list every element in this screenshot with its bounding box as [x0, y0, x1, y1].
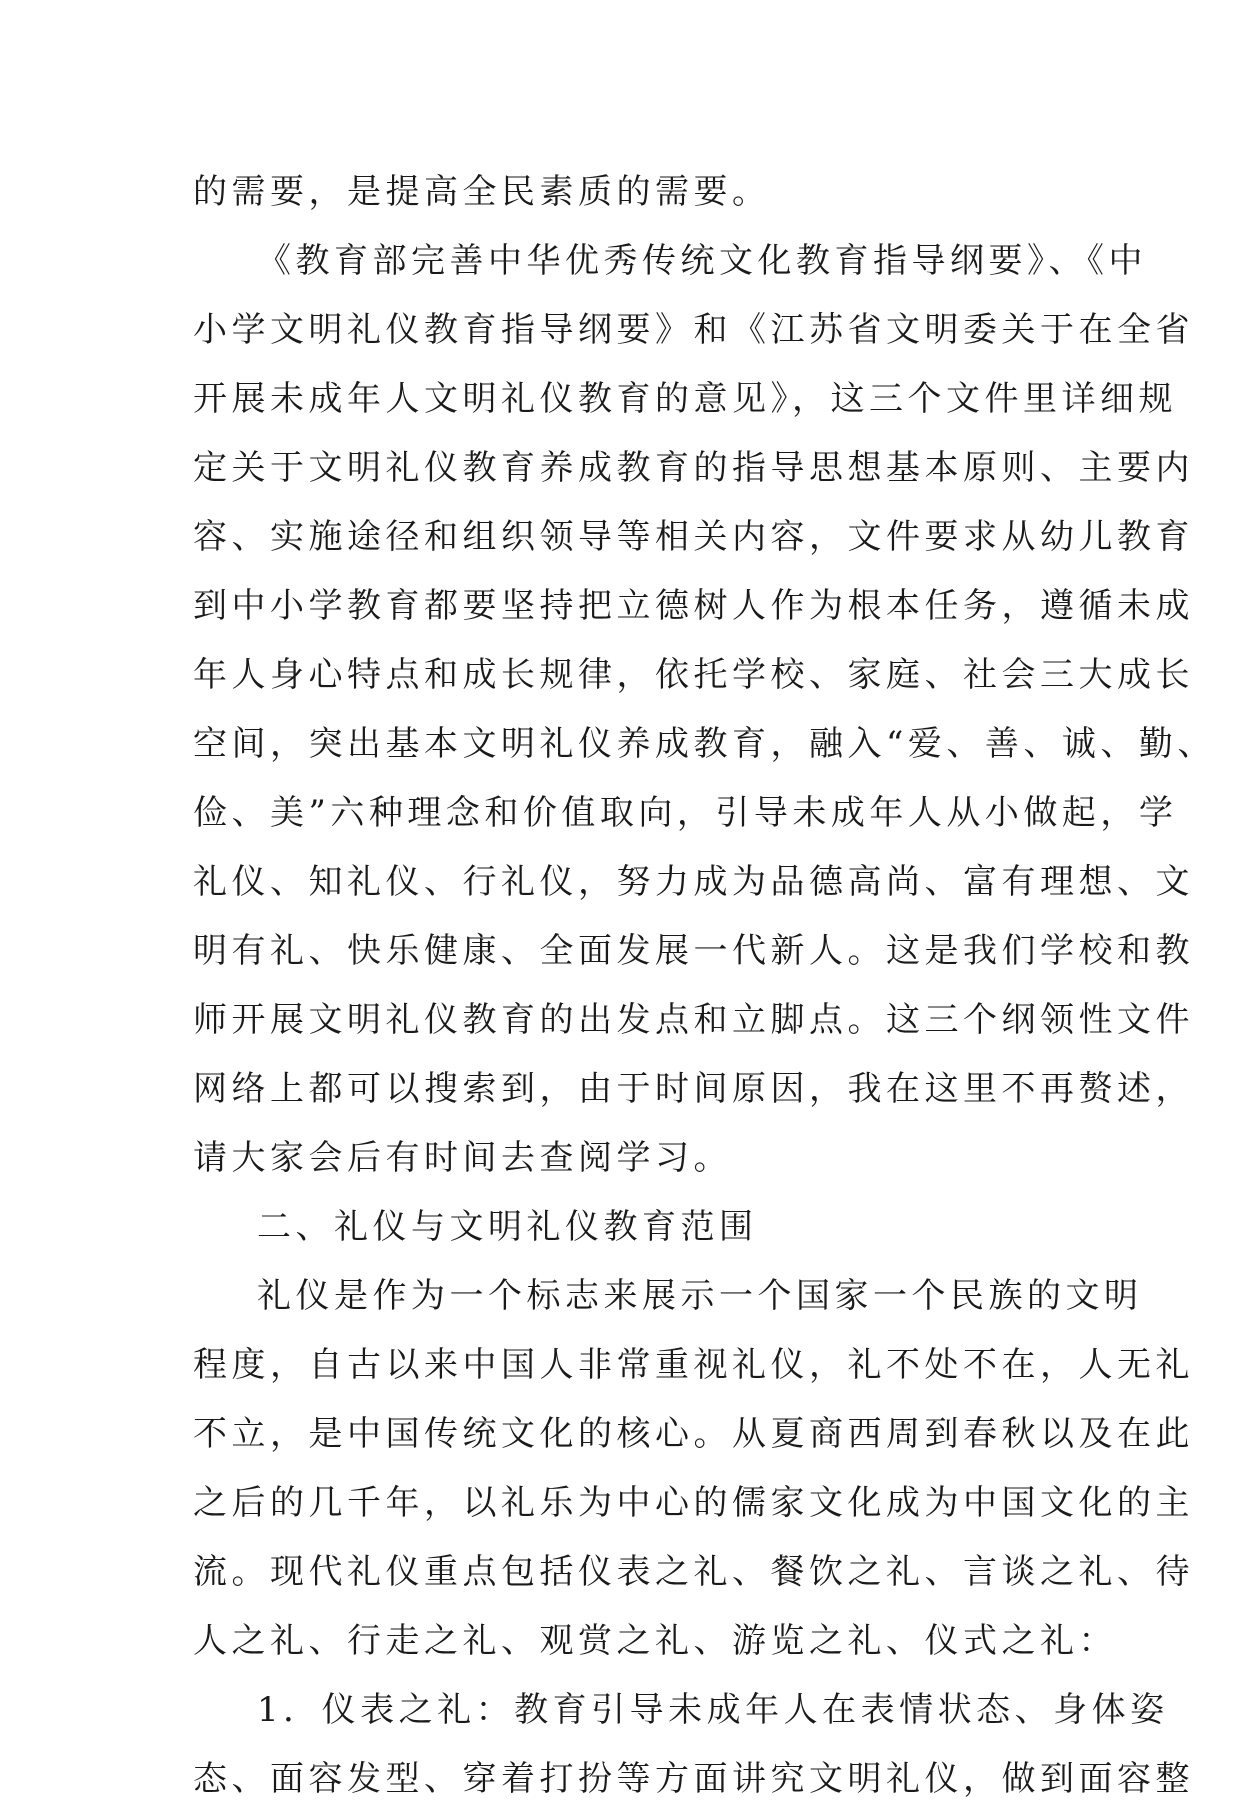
- text-line: 流。现代礼仪重点包括仪表之礼、餐饮之礼、言谈之礼、待: [193, 1552, 1194, 1592]
- body-text: [193, 158, 1216, 1814]
- text-line: 小学文明礼仪教育指导纲要》和《江苏省文明委关于在全省: [193, 310, 1194, 350]
- text-line: 态、面容发型、穿着打扮等方面讲究文明礼仪，做到面容整: [193, 1759, 1194, 1799]
- paragraph-start-line: 《教育部完善中华优秀传统文化教育指导纲要》、《中: [257, 241, 1147, 281]
- text-line: 到中小学教育都要坚持把立德树人作为根本任务，遵循未成: [193, 586, 1194, 626]
- text-line: 不立，是中国传统文化的核心。从夏商西周到春秋以及在此: [193, 1414, 1194, 1454]
- list-item-start-line: 1．仪表之礼：教育引导未成年人在表情状态、身体姿: [257, 1690, 1169, 1730]
- text-line: 礼仪、知礼仪、行礼仪，努力成为品德高尚、富有理想、文: [193, 862, 1194, 902]
- text-line: 开展未成年人文明礼仪教育的意见》，这三个文件里详细规: [193, 379, 1177, 419]
- text-line: 师开展文明礼仪教育的出发点和立脚点。这三个纲领性文件: [193, 1000, 1194, 1040]
- text-line: 程度，自古以来中国人非常重视礼仪，礼不处不在，人无礼: [193, 1345, 1194, 1385]
- text-line: 明有礼、快乐健康、全面发展一代新人。这是我们学校和教: [193, 931, 1194, 971]
- text-line: 定关于文明礼仪教育养成教育的指导思想基本原则、主要内: [193, 448, 1194, 488]
- text-line: 网络上都可以搜索到，由于时间原因，我在这里不再赘述，: [193, 1069, 1194, 1109]
- text-line: 俭、美”六种理念和价值取向，引导未成年人从小做起，学: [193, 793, 1178, 833]
- text-line: 请大家会后有时间去查阅学习。: [193, 1138, 732, 1178]
- text-line: 年人身心特点和成长规律，依托学校、家庭、社会三大成长: [193, 655, 1194, 695]
- text-line: 之后的几千年，以礼乐为中心的儒家文化成为中国文化的主: [193, 1483, 1194, 1523]
- text-line: 的需要，是提高全民素质的需要。: [193, 172, 771, 212]
- paragraph-start-line: 礼仪是作为一个标志来展示一个国家一个民族的文明: [257, 1276, 1143, 1316]
- text-line: 人之礼、行走之礼、观赏之礼、游览之礼、仪式之礼：: [193, 1621, 1117, 1661]
- text-line: 空间，突出基本文明礼仪养成教育，融入“爱、善、诚、勤、: [193, 724, 1216, 764]
- text-line: 容、实施途径和组织领导等相关内容，文件要求从幼儿教育: [193, 517, 1194, 557]
- section-heading: 二、礼仪与文明礼仪教育范围: [257, 1207, 758, 1247]
